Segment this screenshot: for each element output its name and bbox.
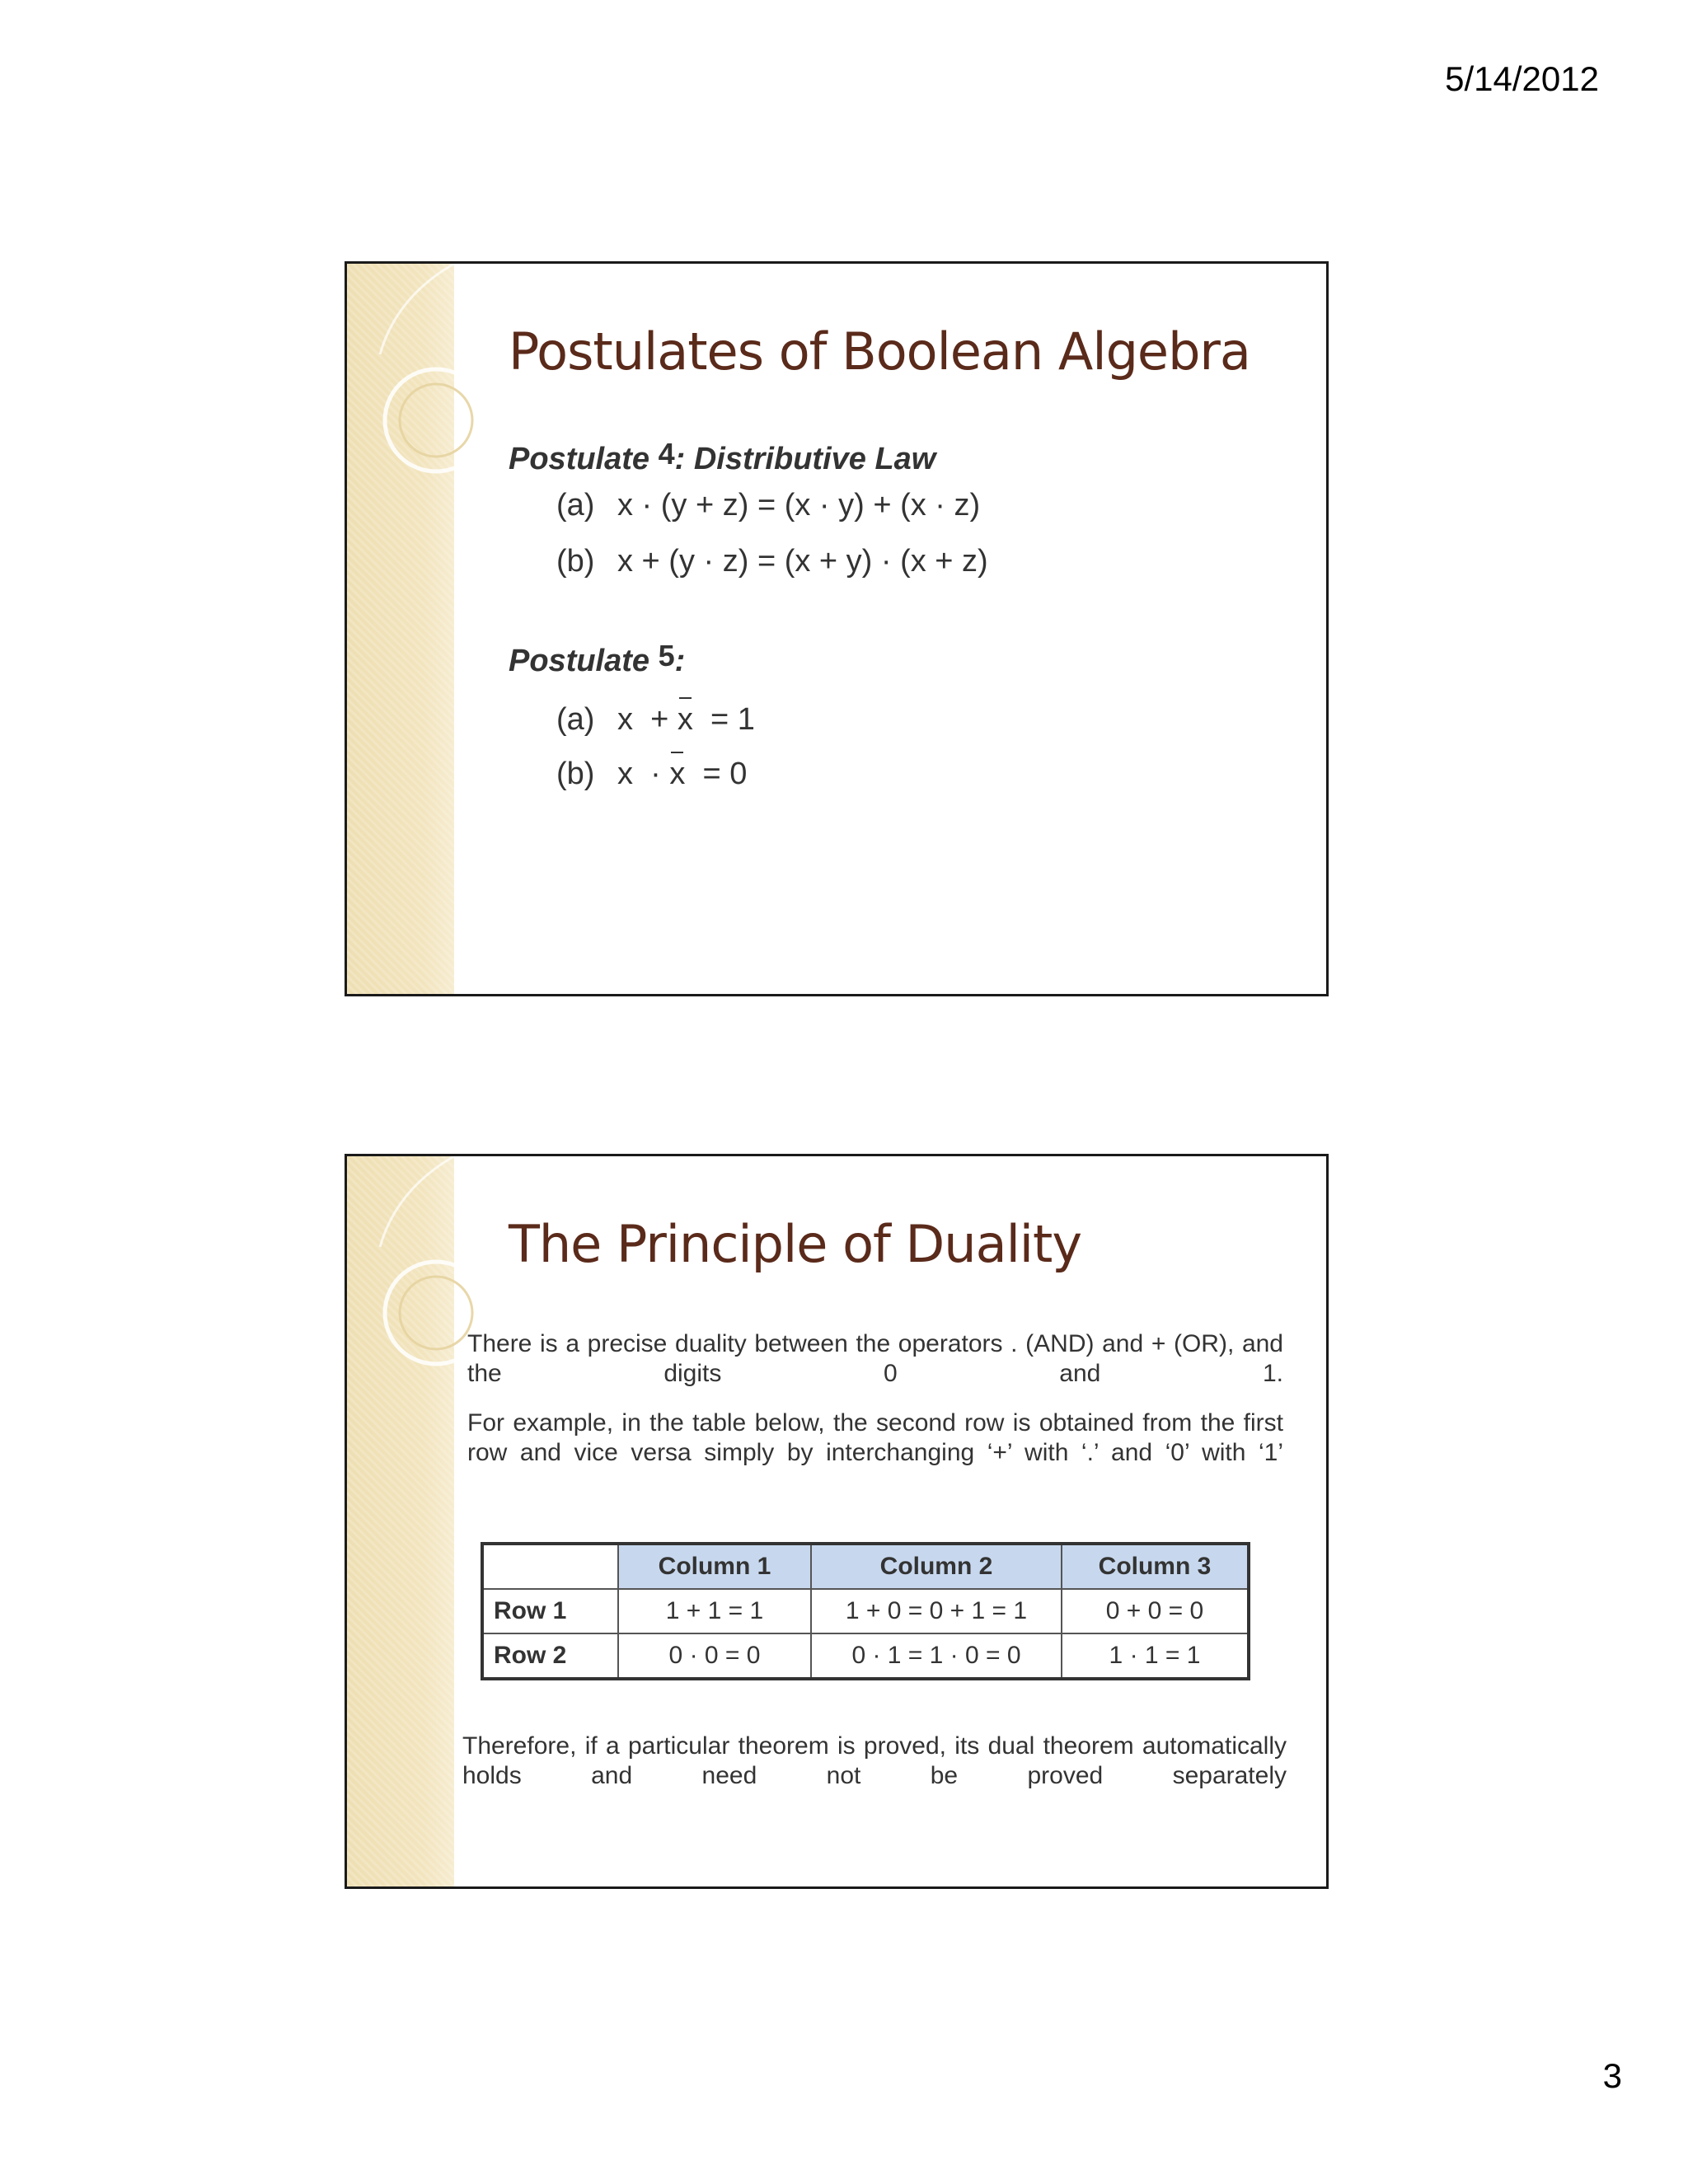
table-header-cell: Column 3 — [1062, 1544, 1249, 1589]
slide-title: The Principle of Duality — [509, 1214, 1082, 1274]
table-header-cell — [482, 1544, 618, 1589]
slide-side-band — [347, 264, 454, 994]
table-cell: 0 + 0 = 0 — [1062, 1589, 1249, 1633]
postulate-5b: (b) x · x = 0 — [556, 757, 748, 791]
slide-side-band — [347, 1156, 454, 1886]
duality-intro-text: There is a precise duality between the operators . (AND) and + (OR), and the digits 0 and 1. — [467, 1330, 1283, 1387]
postulate-5-heading: Postulate 5: — [509, 639, 686, 678]
postulate-4a: (a) x · (y + z) = (x · y) + (x · z) — [556, 488, 981, 523]
decorative-circles-icon — [347, 264, 479, 511]
table-cell: 1 · 1 = 1 — [1062, 1633, 1249, 1679]
postulate-5a: (a) x + x = 1 — [556, 702, 755, 737]
table-row — [482, 1633, 1249, 1679]
slide-postulates — [345, 261, 1329, 996]
table-cell: Row 2 — [482, 1633, 618, 1679]
table-header-row — [482, 1544, 1249, 1589]
duality-conclusion-text: Therefore, if a particular theorem is proved, its dual theorem automatically holds and need not be proved separately — [462, 1732, 1287, 1789]
page-date: 5/14/2012 — [1445, 59, 1599, 98]
table-header-cell: Column 2 — [811, 1544, 1062, 1589]
duality-example-text: For example, in the table below, the second row is obtained from the first row and vice versa simply by interchanging ‘+’ with ‘.’ and ‘0’ with ‘1’ — [467, 1409, 1283, 1466]
table-header-cell: Column 1 — [618, 1544, 811, 1589]
postulate-4b: (b) x + (y · z) = (x + y) · (x + z) — [556, 544, 988, 579]
page-number: 3 — [1602, 2056, 1622, 2095]
duality-table — [481, 1542, 1250, 1680]
table-cell: Row 1 — [482, 1589, 618, 1633]
postulate-4-heading: Postulate 4: Distributive Law — [509, 437, 936, 476]
slide-duality — [345, 1154, 1329, 1889]
table-cell: 0 · 1 = 1 · 0 = 0 — [811, 1633, 1062, 1679]
decorative-circles-icon — [347, 1156, 479, 1404]
table-row — [482, 1589, 1249, 1633]
slide-title: Postulates of Boolean Algebra — [509, 321, 1250, 382]
table-cell: 0 · 0 = 0 — [618, 1633, 811, 1679]
table-cell: 1 + 0 = 0 + 1 = 1 — [811, 1589, 1062, 1633]
table-cell: 1 + 1 = 1 — [618, 1589, 811, 1633]
